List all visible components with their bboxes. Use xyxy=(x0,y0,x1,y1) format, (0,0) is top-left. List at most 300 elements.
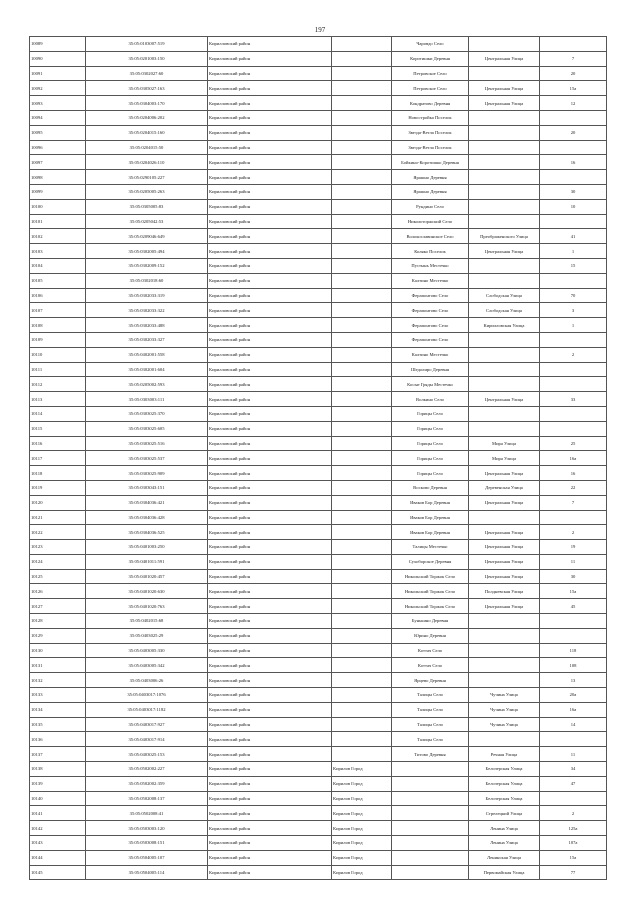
settlement-cell xyxy=(332,37,392,52)
house-number-cell: 16 xyxy=(540,155,607,170)
row-number-cell: 10098 xyxy=(30,170,86,185)
row-number-cell: 10137 xyxy=(30,747,86,762)
settlement-cell xyxy=(332,628,392,643)
locality-cell: Горицы Село xyxy=(392,406,469,421)
table-row xyxy=(30,732,607,747)
cadastral-number-cell: 35:05:0302005:494 xyxy=(86,244,208,259)
street-cell xyxy=(469,628,540,643)
house-number-cell: 20 xyxy=(540,66,607,81)
row-number-cell: 10114 xyxy=(30,406,86,421)
settlement-cell xyxy=(332,717,392,732)
house-number-cell xyxy=(540,510,607,525)
district-cell: Кирилловский район xyxy=(208,747,332,762)
cadastral-number-cell: 35:05:0303025:537 xyxy=(86,451,208,466)
street-cell: Речная Улица xyxy=(469,747,540,762)
street-cell xyxy=(469,614,540,629)
house-number-cell: 108 xyxy=(540,658,607,673)
settlement-cell xyxy=(332,96,392,111)
settlement-cell xyxy=(332,332,392,347)
cadastral-number-cell: 35:05:0302018:60 xyxy=(86,273,208,288)
locality-cell: Иваков Бор Деревня xyxy=(392,510,469,525)
table-row xyxy=(30,184,607,199)
cadastral-number-cell: 35:05:0402001:558 xyxy=(86,347,208,362)
settlement-cell: Кирилов Город xyxy=(332,821,392,836)
settlement-cell: Кирилов Город xyxy=(332,776,392,791)
table-row xyxy=(30,554,607,569)
settlement-cell xyxy=(332,584,392,599)
district-cell: Кирилловский район xyxy=(208,850,332,865)
cadastral-number-cell: 35:05:0401020:763 xyxy=(86,599,208,614)
district-cell: Кирилловский район xyxy=(208,717,332,732)
street-cell: Белозерская Улица xyxy=(469,762,540,777)
row-number-cell: 10095 xyxy=(30,125,86,140)
settlement-cell: Кирилов Город xyxy=(332,836,392,851)
cadastral-number-cell: 35:05:0204015:50 xyxy=(86,140,208,155)
locality-cell: Горицы Село xyxy=(392,421,469,436)
table-row xyxy=(30,37,607,52)
district-cell: Кирилловский район xyxy=(208,184,332,199)
locality-cell xyxy=(392,806,469,821)
district-cell: Кирилловский район xyxy=(208,258,332,273)
table-row xyxy=(30,155,607,170)
settlement-cell xyxy=(332,688,392,703)
row-number-cell: 10144 xyxy=(30,850,86,865)
cadastral-number-cell: 35:05:0302001:604 xyxy=(86,362,208,377)
settlement-cell xyxy=(332,569,392,584)
locality-cell: Талицы Село xyxy=(392,688,469,703)
house-number-cell: 107а xyxy=(540,836,607,851)
district-cell: Кирилловский район xyxy=(208,37,332,52)
locality-cell: Шедолиро Деревня xyxy=(392,362,469,377)
cadastral-number-cell: 35:05:0502008:137 xyxy=(86,791,208,806)
table-row xyxy=(30,584,607,599)
district-cell: Кирилловский район xyxy=(208,229,332,244)
house-number-cell: 41 xyxy=(540,229,607,244)
locality-cell: Никольский Торжок Село xyxy=(392,569,469,584)
cadastral-number-cell: 35:05:0403025:29 xyxy=(86,628,208,643)
locality-cell: Юрино Деревня xyxy=(392,628,469,643)
row-number-cell: 10112 xyxy=(30,377,86,392)
row-number-cell: 10133 xyxy=(30,688,86,703)
table-row xyxy=(30,451,607,466)
district-cell: Кирилловский район xyxy=(208,776,332,791)
house-number-cell: 7 xyxy=(540,51,607,66)
district-cell: Кирилловский район xyxy=(208,865,332,880)
settlement-cell: Кирилов Город xyxy=(332,762,392,777)
settlement-cell xyxy=(332,377,392,392)
locality-cell: Кондратово Деревня xyxy=(392,96,469,111)
settlement-cell xyxy=(332,466,392,481)
street-cell: Центральная Улица xyxy=(469,554,540,569)
house-number-cell: 1 xyxy=(540,244,607,259)
table-row xyxy=(30,466,607,481)
locality-cell: Новостройка Поселок xyxy=(392,110,469,125)
cadastral-number-cell: 35:05:0502008:41 xyxy=(86,806,208,821)
row-number-cell: 10128 xyxy=(30,614,86,629)
locality-cell: Коляко Поселок xyxy=(392,244,469,259)
settlement-cell xyxy=(332,554,392,569)
house-number-cell: 12 xyxy=(540,96,607,111)
cadastral-number-cell: 35:05:0303025:909 xyxy=(86,466,208,481)
street-cell: Первомайская Улица xyxy=(469,865,540,880)
locality-cell: Петровское Село xyxy=(392,81,469,96)
locality-cell: Рундино Село xyxy=(392,199,469,214)
table-row xyxy=(30,673,607,688)
table-row xyxy=(30,821,607,836)
settlement-cell xyxy=(332,125,392,140)
settlement-cell: Кирилов Город xyxy=(332,850,392,865)
row-number-cell: 10131 xyxy=(30,658,86,673)
cadastral-number-cell: 35:05:0403017:1076 xyxy=(86,688,208,703)
district-cell: Кирилловский район xyxy=(208,569,332,584)
cadastral-number-cell: 35:05:0503008:151 xyxy=(86,836,208,851)
house-number-cell: 2 xyxy=(540,806,607,821)
cadastral-number-cell: 35:05:0302033:322 xyxy=(86,303,208,318)
settlement-cell xyxy=(332,318,392,333)
table-row xyxy=(30,347,607,362)
district-cell: Кирилловский район xyxy=(208,510,332,525)
house-number-cell: 2 xyxy=(540,347,607,362)
row-number-cell: 10126 xyxy=(30,584,86,599)
district-cell: Кирилловский район xyxy=(208,821,332,836)
street-cell: Центральная Улица xyxy=(469,81,540,96)
district-cell: Кирилловский район xyxy=(208,362,332,377)
settlement-cell xyxy=(332,51,392,66)
district-cell: Кирилловский район xyxy=(208,51,332,66)
house-number-cell xyxy=(540,332,607,347)
row-number-cell: 10093 xyxy=(30,96,86,111)
cadastral-number-cell: 35:05:0304036:421 xyxy=(86,495,208,510)
table-row xyxy=(30,421,607,436)
street-cell: Центральная Улица xyxy=(469,599,540,614)
district-cell: Кирилловский район xyxy=(208,140,332,155)
cadastral-number-cell: 35:05:0403005:330 xyxy=(86,643,208,658)
district-cell: Кирилловский район xyxy=(208,110,332,125)
street-cell xyxy=(469,155,540,170)
row-number-cell: 10140 xyxy=(30,791,86,806)
row-number-cell: 10136 xyxy=(30,732,86,747)
street-cell: Ленина Улица xyxy=(469,821,540,836)
cadastral-number-cell: 35:05:0205002:593 xyxy=(86,377,208,392)
table-row xyxy=(30,110,607,125)
row-number-cell: 10089 xyxy=(30,37,86,52)
street-cell xyxy=(469,347,540,362)
district-cell: Кирилловский район xyxy=(208,628,332,643)
table-row xyxy=(30,495,607,510)
street-cell xyxy=(469,66,540,81)
settlement-cell xyxy=(332,244,392,259)
district-cell: Кирилловский район xyxy=(208,673,332,688)
house-number-cell: 30 xyxy=(540,184,607,199)
row-number-cell: 10116 xyxy=(30,436,86,451)
cadastral-number-cell: 35:05:0209046:649 xyxy=(86,229,208,244)
district-cell: Кирилловский район xyxy=(208,155,332,170)
table-row xyxy=(30,525,607,540)
street-cell: Центральная Улица xyxy=(469,244,540,259)
locality-cell: Иваков Бор Деревня xyxy=(392,525,469,540)
cadastral-number-cell: 35:05:0403017:927 xyxy=(86,717,208,732)
table-row xyxy=(30,850,607,865)
house-number-cell: 2 xyxy=(540,525,607,540)
cadastral-number-cell: 35:05:0303025:516 xyxy=(86,436,208,451)
row-number-cell: 10104 xyxy=(30,258,86,273)
locality-cell: Сухоборское Деревня xyxy=(392,554,469,569)
district-cell: Кирилловский район xyxy=(208,451,332,466)
table-row xyxy=(30,125,607,140)
locality-cell: Ярцево Деревня xyxy=(392,673,469,688)
cadastral-number-cell: 35:05:0303003:111 xyxy=(86,392,208,407)
table-row xyxy=(30,762,607,777)
street-cell xyxy=(469,732,540,747)
locality-cell: Бунькино Деревня xyxy=(392,614,469,629)
house-number-cell: 118 xyxy=(540,643,607,658)
district-cell: Кирилловский район xyxy=(208,199,332,214)
house-number-cell xyxy=(540,170,607,185)
street-cell xyxy=(469,110,540,125)
table-row xyxy=(30,480,607,495)
table-row xyxy=(30,170,607,185)
settlement-cell xyxy=(332,421,392,436)
street-cell: Чучина Улица xyxy=(469,717,540,732)
district-cell: Кирилловский район xyxy=(208,806,332,821)
settlement-cell xyxy=(332,199,392,214)
cadastral-number-cell: 35:05:0403025:153 xyxy=(86,747,208,762)
district-cell: Кирилловский район xyxy=(208,406,332,421)
cadastral-number-cell: 35:05:0401020:630 xyxy=(86,584,208,599)
row-number-cell: 10143 xyxy=(30,836,86,851)
table-row xyxy=(30,747,607,762)
locality-cell xyxy=(392,776,469,791)
row-number-cell: 10122 xyxy=(30,525,86,540)
locality-cell: Горицы Село xyxy=(392,451,469,466)
house-number-cell xyxy=(540,140,607,155)
settlement-cell xyxy=(332,510,392,525)
locality-cell: Талицы Село xyxy=(392,732,469,747)
table-row xyxy=(30,273,607,288)
table-row xyxy=(30,658,607,673)
locality-cell: Петровское Село xyxy=(392,66,469,81)
row-number-cell: 10107 xyxy=(30,303,86,318)
cadastral-number-cell: 35:05:0304003:170 xyxy=(86,96,208,111)
house-number-cell: 22 xyxy=(540,480,607,495)
locality-cell xyxy=(392,865,469,880)
table-row xyxy=(30,96,607,111)
table-row xyxy=(30,214,607,229)
settlement-cell xyxy=(332,392,392,407)
cadastral-number-cell: 35:05:0204006:202 xyxy=(86,110,208,125)
settlement-cell xyxy=(332,643,392,658)
row-number-cell: 10118 xyxy=(30,466,86,481)
street-cell xyxy=(469,273,540,288)
row-number-cell: 10109 xyxy=(30,332,86,347)
settlement-cell xyxy=(332,155,392,170)
street-cell xyxy=(469,658,540,673)
house-number-cell: 70 xyxy=(540,288,607,303)
house-number-cell xyxy=(540,273,607,288)
table-row xyxy=(30,392,607,407)
street-cell: Стрелецкий Улица xyxy=(469,806,540,821)
settlement-cell xyxy=(332,406,392,421)
street-cell xyxy=(469,406,540,421)
cadastral-number-cell: 35:05:0303025:370 xyxy=(86,406,208,421)
table-row xyxy=(30,258,607,273)
district-cell: Кирилловский район xyxy=(208,66,332,81)
locality-cell: Коттач Село xyxy=(392,658,469,673)
settlement-cell: Кирилов Город xyxy=(332,806,392,821)
locality-cell: Талицы Село xyxy=(392,717,469,732)
row-number-cell: 10110 xyxy=(30,347,86,362)
house-number-cell: 11 xyxy=(540,554,607,569)
street-cell: Центральная Улица xyxy=(469,495,540,510)
page-number: 197 xyxy=(314,26,326,34)
street-cell: Чучина Улица xyxy=(469,702,540,717)
cadastral-number-cell: 35:05:0403005:342 xyxy=(86,658,208,673)
house-number-cell xyxy=(540,110,607,125)
street-cell xyxy=(469,184,540,199)
locality-cell: Косые Гряды Местечко xyxy=(392,377,469,392)
row-number-cell: 10142 xyxy=(30,821,86,836)
row-number-cell: 10138 xyxy=(30,762,86,777)
street-cell: Мира Улица xyxy=(469,436,540,451)
district-cell: Кирилловский район xyxy=(208,614,332,629)
row-number-cell: 10103 xyxy=(30,244,86,259)
locality-cell xyxy=(392,791,469,806)
district-cell: Кирилловский район xyxy=(208,584,332,599)
cadastral-number-cell: 35:05:0502002:359 xyxy=(86,776,208,791)
district-cell: Кирилловский район xyxy=(208,273,332,288)
house-number-cell: 3 xyxy=(540,303,607,318)
cadastral-number-cell: 35:05:0201003:150 xyxy=(86,51,208,66)
house-number-cell xyxy=(540,791,607,806)
cadastral-number-cell: 35:05:0504005:114 xyxy=(86,865,208,880)
settlement-cell xyxy=(332,229,392,244)
cadastral-number-cell: 35:05:0290105:227 xyxy=(86,170,208,185)
street-cell xyxy=(469,332,540,347)
cadastral-number-cell: 35:05:0303043:151 xyxy=(86,480,208,495)
row-number-cell: 10100 xyxy=(30,199,86,214)
district-cell: Кирилловский район xyxy=(208,332,332,347)
cadastral-number-cell: 35:05:0403017:914 xyxy=(86,732,208,747)
settlement-cell xyxy=(332,702,392,717)
district-cell: Кирилловский район xyxy=(208,540,332,555)
house-number-cell: 33 xyxy=(540,392,607,407)
district-cell: Кирилловский район xyxy=(208,836,332,851)
street-cell xyxy=(469,377,540,392)
cadastral-number-cell: 35:05:0305027:163 xyxy=(86,81,208,96)
table-row xyxy=(30,599,607,614)
house-number-cell: 16а xyxy=(540,451,607,466)
street-cell xyxy=(469,125,540,140)
locality-cell: Калтино Местечко xyxy=(392,273,469,288)
table-row xyxy=(30,643,607,658)
locality-cell: Восково Деревня xyxy=(392,480,469,495)
cadastral-number-cell: 35:05:0103007:519 xyxy=(86,37,208,52)
street-cell: Центральная Улица xyxy=(469,569,540,584)
table-row xyxy=(30,362,607,377)
house-number-cell: 25 xyxy=(540,436,607,451)
house-number-cell: 10 xyxy=(540,199,607,214)
locality-cell: Звезда-Ветла Поселок xyxy=(392,125,469,140)
district-cell: Кирилловский район xyxy=(208,244,332,259)
house-number-cell xyxy=(540,421,607,436)
row-number-cell: 10115 xyxy=(30,421,86,436)
street-cell: Белозерская Улица xyxy=(469,791,540,806)
settlement-cell xyxy=(332,673,392,688)
table-row xyxy=(30,569,607,584)
district-cell: Кирилловский район xyxy=(208,392,332,407)
street-cell: Слободская Улица xyxy=(469,303,540,318)
table-row xyxy=(30,406,607,421)
street-cell: Мира Улица xyxy=(469,451,540,466)
street-cell xyxy=(469,37,540,52)
district-cell: Кирилловский район xyxy=(208,303,332,318)
table-row xyxy=(30,66,607,81)
cadastral-number-cell: 35:05:0305005:83 xyxy=(86,199,208,214)
table-row xyxy=(30,702,607,717)
house-number-cell: 77 xyxy=(540,865,607,880)
settlement-cell xyxy=(332,303,392,318)
row-number-cell: 10121 xyxy=(30,510,86,525)
locality-cell xyxy=(392,850,469,865)
table-row xyxy=(30,791,607,806)
locality-cell: Титово Деревня xyxy=(392,747,469,762)
cadastral-number-cell: 35:05:0502002:227 xyxy=(86,762,208,777)
house-number-cell: 45 xyxy=(540,599,607,614)
cadastral-number-cell: 35:05:0401020:457 xyxy=(86,569,208,584)
locality-cell: Никольский Торжок Село xyxy=(392,584,469,599)
house-number-cell: 30 xyxy=(540,569,607,584)
house-number-cell xyxy=(540,362,607,377)
district-cell: Кирилловский район xyxy=(208,495,332,510)
row-number-cell: 10096 xyxy=(30,140,86,155)
cadastral-number-cell: 35:05:0402015:68 xyxy=(86,614,208,629)
row-number-cell: 10091 xyxy=(30,66,86,81)
table-row xyxy=(30,377,607,392)
cadastral-number-cell: 35:05:0401011:591 xyxy=(86,554,208,569)
settlement-cell xyxy=(332,184,392,199)
cadastral-number-cell: 35:05:0302033:488 xyxy=(86,318,208,333)
cadastral-number-cell: 35:05:0403017:1182 xyxy=(86,702,208,717)
house-number-cell: 13 xyxy=(540,673,607,688)
row-number-cell: 10092 xyxy=(30,81,86,96)
house-number-cell: 20а xyxy=(540,688,607,703)
locality-cell: Николоторжский Село xyxy=(392,214,469,229)
row-number-cell: 10120 xyxy=(30,495,86,510)
cadastral-number-cell: 35:05:0304036:525 xyxy=(86,525,208,540)
house-number-cell: 47 xyxy=(540,776,607,791)
row-number-cell: 10113 xyxy=(30,392,86,407)
locality-cell: Горицы Село xyxy=(392,436,469,451)
settlement-cell xyxy=(332,658,392,673)
street-cell xyxy=(469,362,540,377)
settlement-cell xyxy=(332,140,392,155)
district-cell: Кирилловский район xyxy=(208,347,332,362)
house-number-cell: 15а xyxy=(540,850,607,865)
table-row xyxy=(30,614,607,629)
cadastral-number-cell: 35:05:0205005:263 xyxy=(86,184,208,199)
street-cell: Чучина Улица xyxy=(469,688,540,703)
locality-cell: Звезда-Ветла Поселок xyxy=(392,140,469,155)
cadastral-number-cell: 35:05:0401003:250 xyxy=(86,540,208,555)
settlement-cell xyxy=(332,525,392,540)
street-cell: Преображенского Улица xyxy=(469,229,540,244)
locality-cell: Никольский Торжок Село xyxy=(392,599,469,614)
district-cell: Кирилловский район xyxy=(208,791,332,806)
settlement-cell xyxy=(332,214,392,229)
table-row xyxy=(30,436,607,451)
cadastral-number-cell: 35:05:0304036:428 xyxy=(86,510,208,525)
district-cell: Кирилловский район xyxy=(208,688,332,703)
